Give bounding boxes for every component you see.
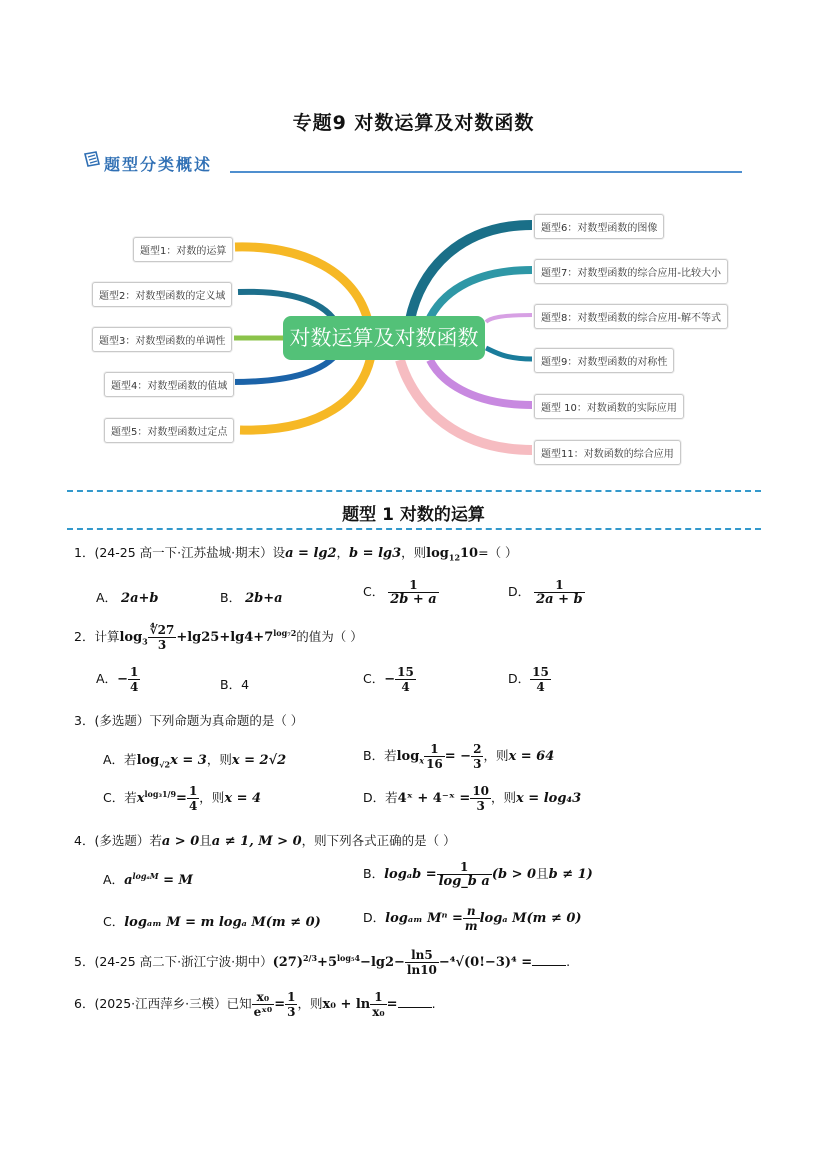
q4-option-c: C．logₐₘ M = m logₐ M(m ≠ 0)	[103, 914, 321, 930]
question-3: 3．(多选题）下列命题为真命题的是（ ）	[74, 713, 304, 728]
mindmap-center: 对数运算及对数函数	[283, 316, 485, 360]
q4-option-a: A．$a^{log_aM} = M$	[103, 870, 193, 888]
mindmap-node-type10: 题型 10：对数函数的实际应用	[534, 394, 684, 419]
question-2: 2．计算$\log_3$ $\frac{∜27}{3}$ $+\lg 25+\lg 4+7^{log_72}$的值为（ ）	[74, 623, 363, 652]
mindmap-node-type9: 题型9：对数型函数的对称性	[534, 348, 674, 373]
q1-option-d: D． $\frac{1}{2a + b}$	[508, 578, 583, 607]
q4-option-d: D．logₐₘ Mⁿ = $\frac{n}{m}$ logₐ M(m ≠ 0)	[363, 904, 582, 933]
q3-option-a: A．若$\log_{√2}x = 3$，则x = 2√2	[103, 752, 287, 770]
mindmap-node-type2: 题型2：对数型函数的定义域	[92, 282, 232, 307]
mindmap-node-type5: 题型5：对数型函数过定点	[104, 418, 234, 443]
q1-option-b: B． 2b+a	[220, 590, 283, 606]
question-4: 4．(多选题）若a > 0且a ≠ 1, M > 0，则下列各式正确的是（ ）	[74, 833, 456, 849]
mindmap-node-type11: 题型11：对数函数的综合应用	[534, 440, 681, 465]
question-5: 5．(24-25 高二下·浙江宁波·期中）$(27)^{2/3}+5^{log_54}-\lg 2-$ $\frac{\ln 5}{\ln 10}$ −⁴√(0!−3)⁴ = .	[74, 948, 571, 977]
overview-rule	[230, 171, 742, 173]
question-1: 1．(24-25 高一下·江苏盐城·期末）设a = lg2，b = lg3，则$\log_{12}10=$（ ）	[74, 545, 518, 563]
q2-option-c: C．− $\frac{15}{4}$	[363, 665, 414, 694]
section-title: 题型 1 对数的运算	[342, 505, 485, 525]
q2-option-d: D． $\frac{15}{4}$	[508, 665, 549, 694]
q3-option-d: D．若4ˣ + 4⁻ˣ = $\frac{10}{3}$ ，则x = log₄3	[363, 784, 582, 813]
section-divider-top	[67, 490, 761, 492]
mindmap-node-type4: 题型4：对数型函数的值域	[104, 372, 234, 397]
section-divider-bottom	[67, 528, 761, 530]
q4-option-b: B．logₐb = $\frac{1}{\text{log\_b a}}$ (b > 0且b ≠ 1)	[363, 860, 593, 889]
q6-answer-blank[interactable]	[398, 997, 432, 1008]
mindmap-node-type7: 题型7：对数型函数的综合应用-比较大小	[534, 259, 728, 284]
q2-option-a: A．− $\frac{1}{4}$	[96, 665, 139, 694]
mindmap-node-type8: 题型8：对数型函数的综合应用-解不等式	[534, 304, 728, 329]
overview-label: 题型分类概述	[104, 155, 213, 174]
overview-icon	[82, 150, 102, 174]
q1-option-a: A． 2a+b	[96, 590, 159, 606]
page-title: 专题9 对数运算及对数函数	[292, 112, 535, 134]
q5-answer-blank[interactable]	[532, 955, 566, 966]
mindmap-node-type3: 题型3：对数型函数的单调性	[92, 327, 232, 352]
question-6: 6．(2025·江西萍乡·三模）已知 $\frac{\text{x₀}}{\text{eˣ⁰}}$ = $\frac{1}{3}$ ，则x₀ + ln $\frac{1}{\text{x₀}}$ = .	[74, 990, 436, 1019]
q1-option-c: C． $\frac{1}{2b + a}$	[363, 578, 437, 607]
q3-option-c: C．若$x^{log_31/9}=$ $\frac{1}{4}$ ，则x = 4	[103, 784, 262, 813]
mindmap-node-type1: 题型1：对数的运算	[133, 237, 233, 262]
q3-option-b: B．若$\log_x$ $\frac{1}{16}$ = − $\frac{2}{3}$ ，则x = 64	[363, 742, 555, 771]
mindmap-node-type6: 题型6：对数型函数的图像	[534, 214, 664, 239]
q2-option-b: B．4	[220, 677, 250, 692]
